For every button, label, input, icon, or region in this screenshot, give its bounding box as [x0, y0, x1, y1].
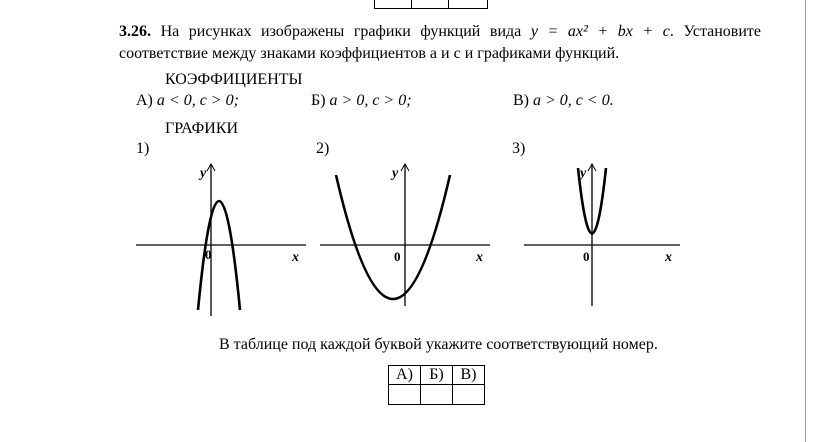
origin-label: 0 — [205, 247, 212, 262]
x-axis-label: x — [665, 250, 672, 265]
y-axis-label: y — [200, 166, 207, 181]
x-axis-label: x — [292, 250, 299, 265]
coefficients-heading: КОЭФФИЦИЕНТЫ — [165, 71, 303, 88]
answer-cell-a[interactable] — [389, 385, 421, 405]
problem-statement — [119, 21, 761, 65]
graph-1-parabola-down — [132, 160, 312, 320]
origin-label: 0 — [583, 249, 590, 264]
instruction-text: В таблице под каждой буквой укажите соответствующий номер. — [219, 336, 658, 353]
answer-table-header-row — [389, 366, 485, 385]
coefficient-option-a — [136, 92, 239, 110]
x-axis-label: x — [476, 250, 483, 265]
y-axis-label: y — [580, 166, 587, 181]
problem-text-start: На рисунках изображены графики функций вида — [151, 23, 531, 40]
graph-1-number: 1) — [136, 140, 150, 157]
answer-header-a: А) — [389, 366, 421, 385]
previous-answer-table-fragment — [374, 0, 488, 9]
graphs-heading: ГРАФИКИ — [165, 120, 239, 137]
option-condition: a > 0, c > 0; — [329, 92, 412, 109]
answer-table-input-row — [389, 385, 485, 405]
answer-header-b: Б) — [421, 366, 453, 385]
graph-3-number: 3) — [512, 140, 526, 157]
page-border — [805, 0, 806, 442]
graph-2-number: 2) — [316, 140, 330, 157]
coefficient-option-v — [513, 92, 614, 110]
problem-number: 3.26. — [119, 23, 151, 40]
coefficient-option-b — [311, 92, 412, 110]
option-letter: А) — [136, 92, 153, 109]
origin-label: 0 — [394, 249, 401, 264]
graph-3-parabola-up-narrow — [520, 160, 685, 310]
answer-cell-b[interactable] — [421, 385, 453, 405]
answer-table — [388, 365, 485, 405]
problem-text-end: . Установите соответствие между знаками коэффициентов a и c и графиками функций. — [119, 23, 762, 62]
option-condition: a > 0, c < 0. — [533, 92, 614, 109]
answer-cell-v[interactable] — [453, 385, 485, 405]
graph-2-parabola-up — [316, 160, 496, 310]
function-formula: y = ax² + bx + c — [530, 23, 670, 40]
option-letter: Б) — [311, 92, 326, 109]
parabola-curve — [336, 175, 450, 299]
option-condition: a < 0, c > 0; — [156, 92, 239, 109]
y-axis-label: y — [392, 166, 399, 181]
answer-header-v: В) — [453, 366, 485, 385]
option-letter: В) — [513, 92, 529, 109]
